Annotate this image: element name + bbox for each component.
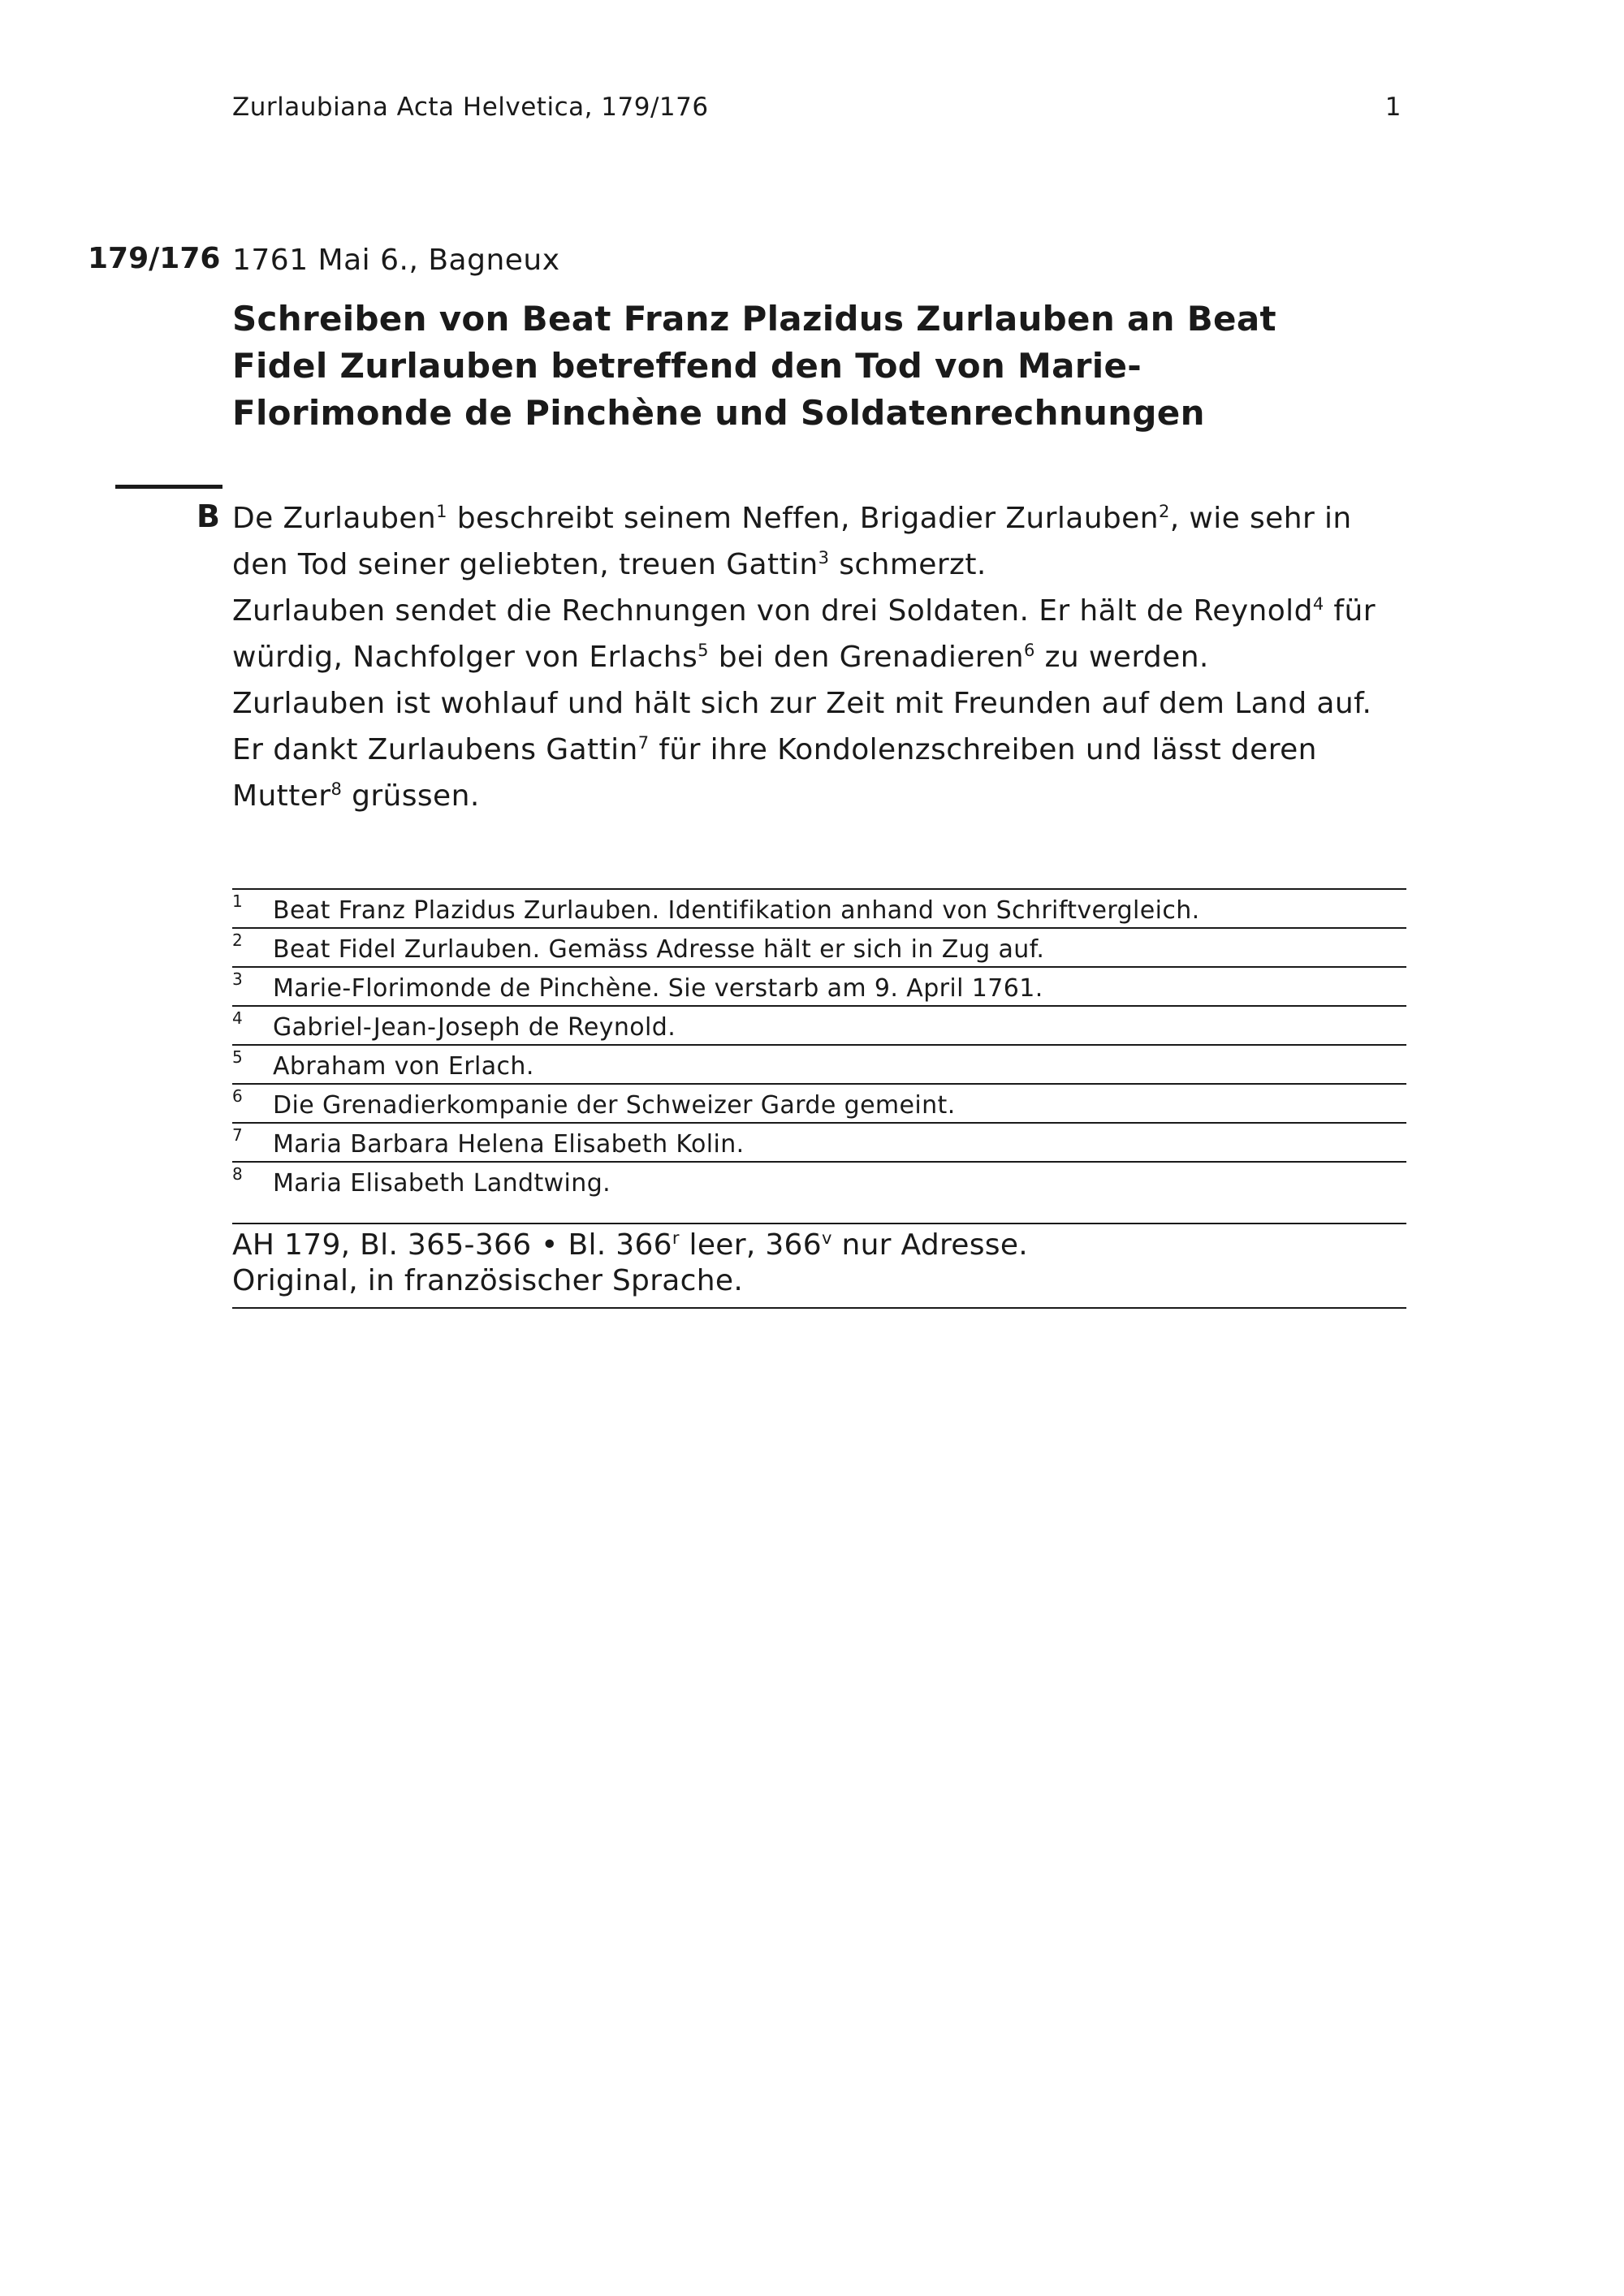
source-text: leer, 366 [679,1228,822,1262]
footnote-ref[interactable]: 1 [436,502,447,521]
summary-paragraph-2 [232,588,1402,680]
footnote-ref[interactable]: 5 [698,641,709,660]
footnote [232,1124,1406,1163]
footnote-ref[interactable]: 2 [1158,502,1170,521]
footnote-text: Gabriel-Jean-Joseph de Reynold. [273,1013,676,1042]
footnote-number: 5 [232,1047,243,1067]
document-date-place: 1761 Mai 6., Bagneux [232,244,560,277]
summary-text: bei den Grenadieren [708,641,1024,674]
footnote-ref[interactable]: 8 [330,779,343,799]
footnote-number: 2 [232,930,243,950]
summary-text: grüssen. [342,779,480,813]
summary-text: De Zurlauben [232,502,437,535]
summary [232,495,1402,819]
footnote-text: Maria Elisabeth Landtwing. [273,1169,611,1198]
running-header [232,93,1402,122]
summary-text: Zurlauben sendet die Rechnungen von drei Soldaten. Er hält de Reynold [232,594,1313,628]
source-text: nur Adresse. [831,1228,1029,1262]
footnote [232,968,1406,1007]
summary-text: für würdig, Nachfolger von Erlachs [232,594,1376,674]
footnote-ref[interactable]: 3 [818,548,830,568]
footnote [232,890,1406,929]
footnote-number: 8 [232,1164,243,1184]
document-title: Schreiben von Beat Franz Plazidus Zurlauben an Beat Fidel Zurlauben betreffend den Tod von Marie-Florimonde de Pinchène und Soldatenrechnungen [232,299,1276,433]
footnote-number: 3 [232,969,243,989]
footnote-number: 1 [232,891,243,911]
document-number: 179/176 [88,242,221,275]
footnote-text: Beat Franz Plazidus Zurlauben. Identifikation anhand von Schriftvergleich. [273,896,1200,925]
margin-rule [115,485,222,489]
running-title: Zurlaubiana Acta Helvetica, 179/176 [232,93,709,122]
summary-text: beschreibt seinem Neffen, Brigadier Zurlauben [447,502,1159,535]
summary-paragraph-1 [232,495,1402,588]
footnote-text: Maria Barbara Helena Elisabeth Kolin. [273,1130,745,1159]
footnote [232,1085,1406,1124]
footnote-text: Marie-Florimonde de Pinchène. Sie verstarb am 9. April 1761. [273,974,1043,1003]
source-note [232,1223,1406,1309]
summary-text: schmerzt. [829,548,987,581]
footnote-number: 6 [232,1086,243,1106]
footnote-text: Abraham von Erlach. [273,1052,534,1081]
summary-text: für ihre Kondolenzschreiben und lässt deren Mutter [232,733,1317,813]
footnote-ref[interactable]: 4 [1312,594,1324,614]
footnote-text: Beat Fidel Zurlauben. Gemäss Adresse hält er sich in Zug auf. [273,935,1045,964]
footnote [232,1007,1406,1046]
margin-letter: B [197,498,220,534]
page-number: 1 [1384,93,1402,122]
footnote-number: 4 [232,1008,243,1028]
summary-text: , wie sehr in den Tod seiner geliebten, treuen Gattin [232,502,1352,581]
source-line-1 [232,1228,1406,1263]
summary-paragraph-3 [232,680,1402,819]
folio-recto: r [672,1228,680,1248]
footnote [232,929,1406,968]
footnote-ref[interactable]: 6 [1023,641,1035,660]
footnote-number: 7 [232,1125,243,1145]
source-line-2: Original, in französischer Sprache. [232,1264,744,1297]
folio-verso: v [821,1228,832,1248]
footnotes [232,888,1406,1202]
summary-text: Zurlauben ist wohlauf und hält sich zur Zeit mit Freunden auf dem Land auf. Er dankt Zurlaubens Gattin [232,687,1372,766]
summary-text: zu werden. [1034,641,1209,674]
footnote-ref[interactable]: 7 [637,733,650,753]
source-text: AH 179, Bl. 365-366 • Bl. 366 [232,1228,672,1262]
footnote [232,1163,1406,1202]
footnote [232,1046,1406,1085]
footnote-text: Die Grenadierkompanie der Schweizer Garde gemeint. [273,1091,956,1120]
